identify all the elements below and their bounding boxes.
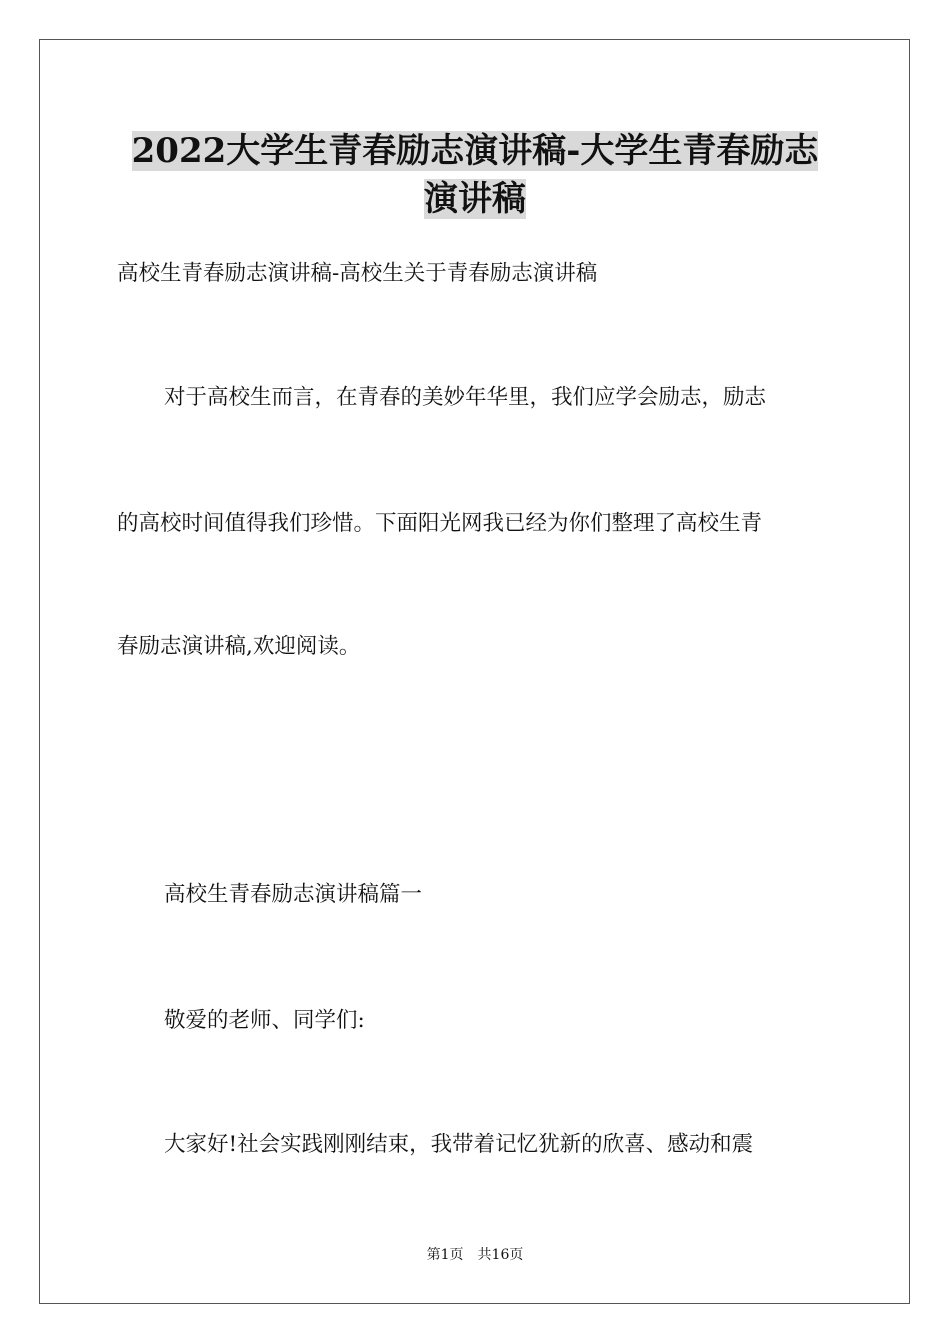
page-total: 共16页 <box>477 1247 524 1263</box>
intro-line-3: 春励志演讲稿,欢迎阅读。 <box>117 634 361 659</box>
section-heading: 高校生青春励志演讲稿篇一 <box>164 882 423 907</box>
intro-line-2: 的高校时间值得我们珍惜。下面阳光网我已经为你们整理了高校生青 <box>117 511 763 536</box>
page-number: 第1页 <box>426 1247 464 1263</box>
document-title: 2022大学生青春励志演讲稿-大学生青春励志 <box>131 131 819 171</box>
intro-line-1: 对于高校生而言，在青春的美妙年华里，我们应学会励志，励志 <box>164 385 767 410</box>
greeting: 敬爱的老师、同学们: <box>164 1008 365 1033</box>
subtitle: 高校生青春励志演讲稿-高校生关于青春励志演讲稿 <box>117 261 598 286</box>
page-border <box>39 39 910 1304</box>
document-title-continued: 演讲稿 <box>424 179 526 219</box>
page-footer <box>0 1245 950 1265</box>
body-line-1: 大家好!社会实践刚刚结束，我带着记忆犹新的欣喜、感动和震 <box>164 1132 754 1157</box>
